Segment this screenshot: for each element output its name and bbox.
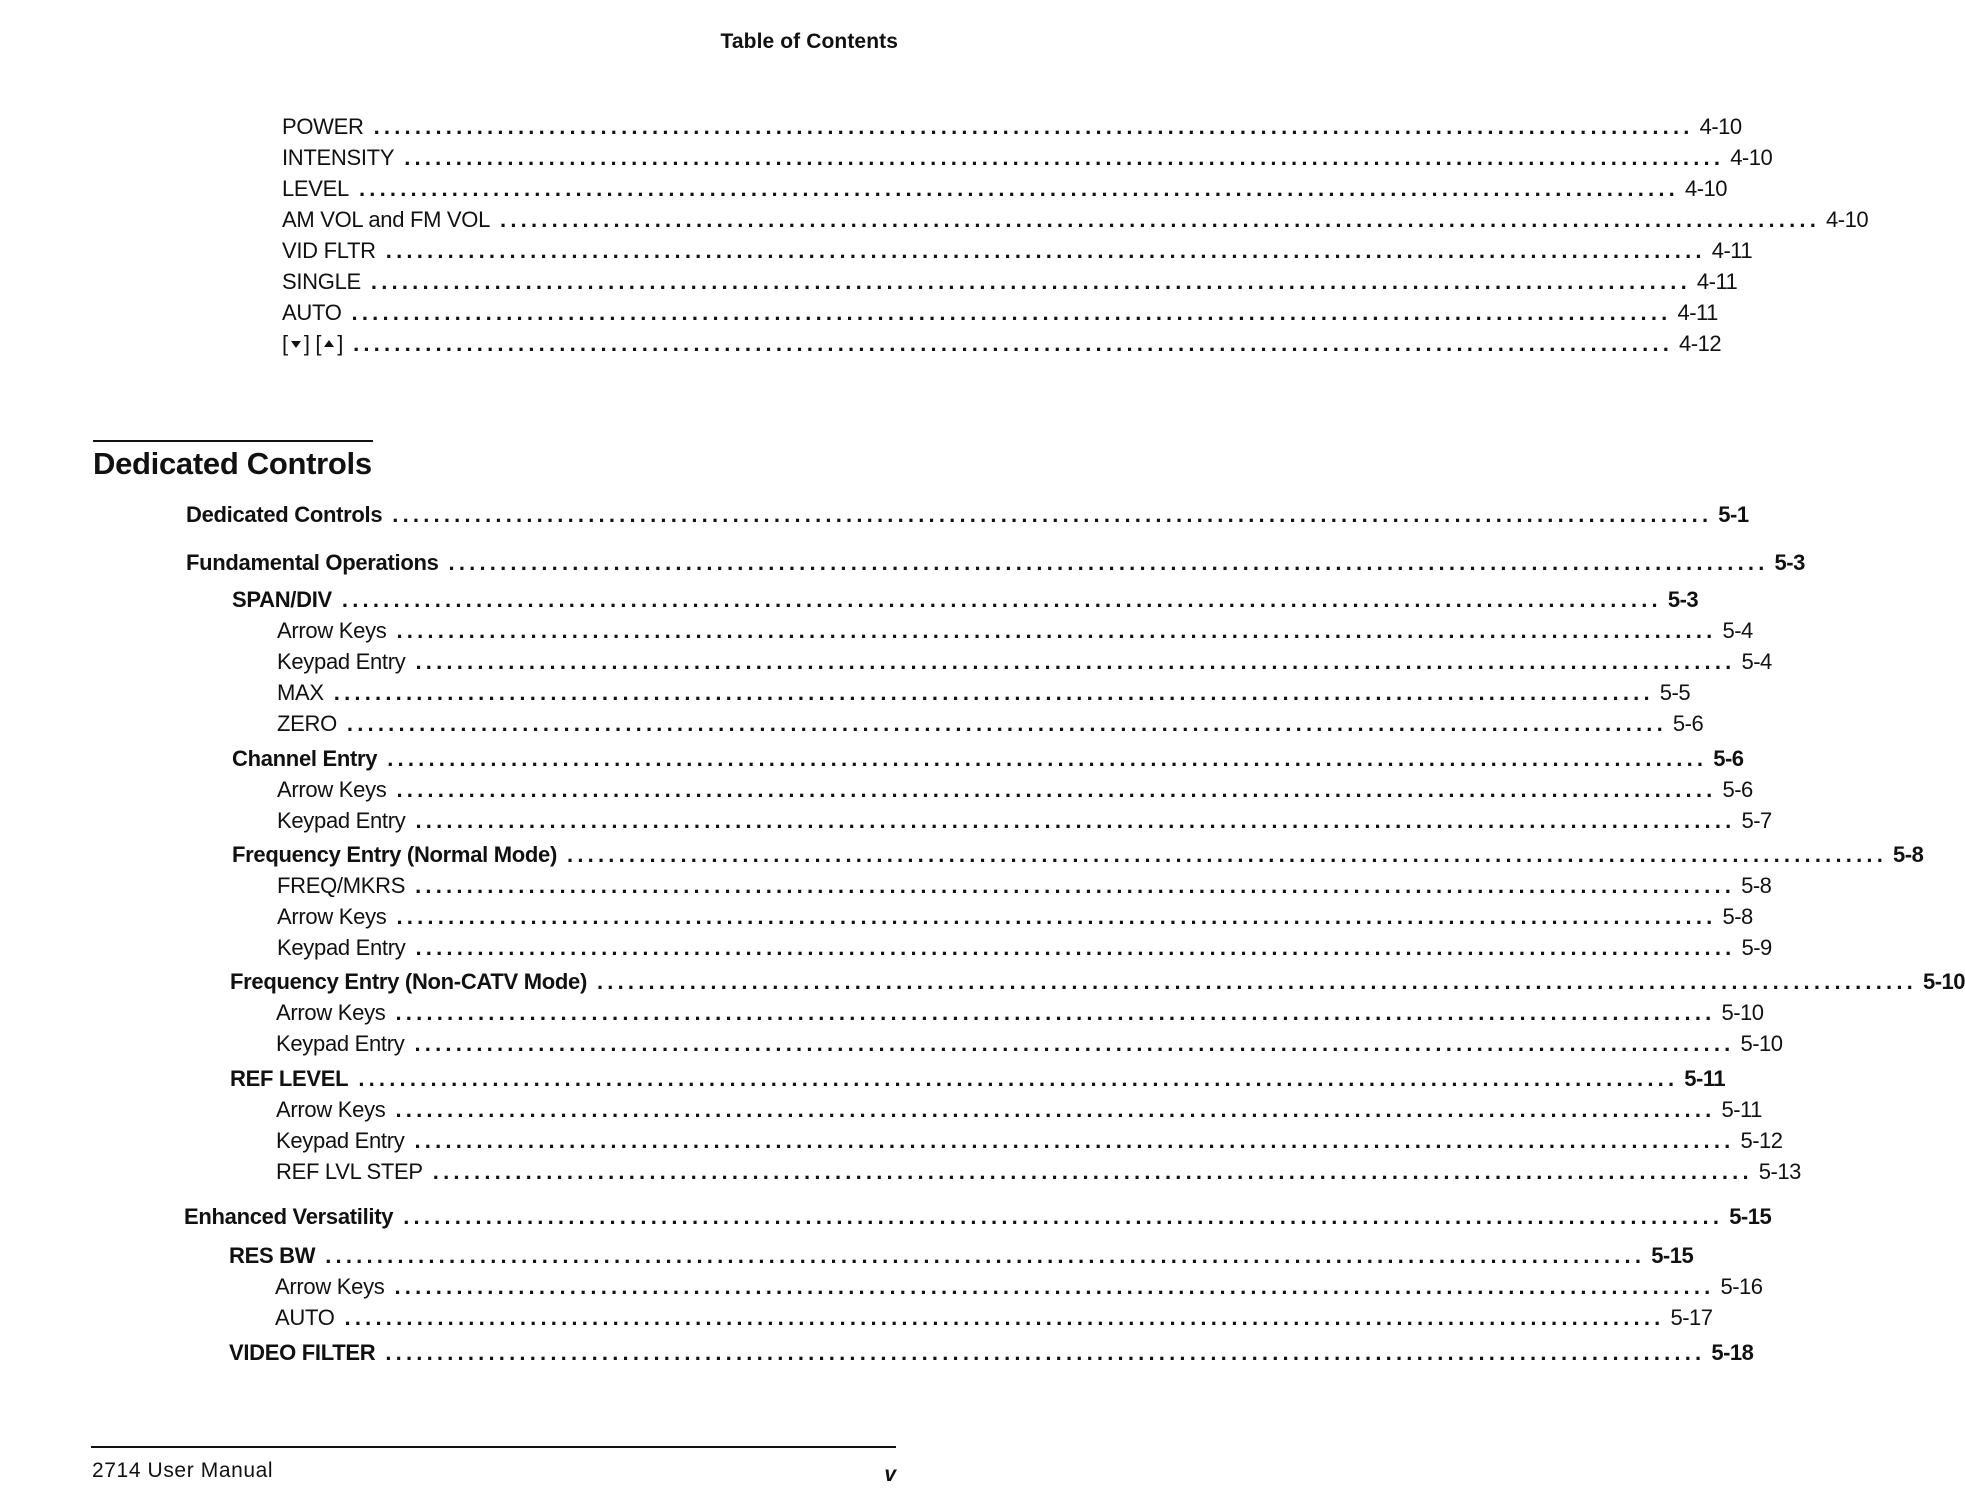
toc-entry[interactable]: [275, 1304, 1713, 1332]
toc-entry[interactable]: [277, 872, 1772, 900]
toc-entry-page: 5-10: [1740, 1031, 1783, 1056]
dot-leader: ................................................................................................................................: [394, 1274, 1715, 1299]
toc-entry-title: AM VOL and FM VOL: [282, 207, 491, 232]
toc-entry-title: [ ] [ ]: [282, 331, 344, 356]
toc-entry-page: 5-12: [1740, 1128, 1783, 1153]
dot-leader: ................................................................................................................................: [387, 746, 1708, 771]
toc-entry-title: MAX: [277, 680, 324, 705]
dot-leader: ................................................................................................................................: [351, 300, 1672, 325]
toc-entry[interactable]: [277, 934, 1772, 962]
toc-entry-page: 5-1: [1718, 502, 1749, 527]
toc-entry-page: 4-10: [1826, 207, 1869, 232]
toc-entry[interactable]: [276, 1127, 1783, 1155]
toc-entry-page: 4-12: [1679, 331, 1722, 356]
toc-entry[interactable]: [276, 999, 1764, 1027]
toc-entry-page: 5-5: [1659, 680, 1691, 705]
footer-page-number: v: [884, 1463, 896, 1486]
dot-leader: ................................................................................................................................: [415, 873, 1736, 898]
dot-leader: ................................................................................................................................: [415, 935, 1736, 960]
toc-entry-title: Keypad Entry: [276, 1031, 405, 1056]
toc-entry-page: 4-11: [1696, 269, 1738, 294]
toc-entry[interactable]: [276, 1158, 1801, 1186]
toc-entry-page: 4-10: [1699, 114, 1742, 139]
toc-entry[interactable]: [277, 807, 1772, 835]
toc-entry[interactable]: [275, 1273, 1763, 1301]
section-title: Dedicated Controls: [93, 446, 372, 481]
toc-entry[interactable]: [186, 501, 1749, 529]
toc-entry[interactable]: [282, 175, 1728, 203]
dot-leader: ................................................................................................................................: [359, 176, 1679, 201]
toc-entry-page: 4-10: [1730, 145, 1773, 170]
dot-leader: ................................................................................................................................: [596, 969, 1917, 994]
toc-entry[interactable]: [282, 144, 1773, 172]
dot-leader: ................................................................................................................................: [404, 145, 1725, 170]
dot-leader: ................................................................................................................................: [415, 649, 1736, 674]
toc-entry-title: Fundamental Operations: [186, 550, 439, 575]
toc-entry-page: 4-11: [1677, 300, 1718, 325]
toc-entry-page: 5-17: [1670, 1305, 1713, 1330]
dot-leader: ................................................................................................................................: [325, 1243, 1646, 1268]
toc-entry[interactable]: [232, 841, 1924, 869]
footer-manual-title: 2714 User Manual: [92, 1459, 274, 1482]
toc-entry-title: Arrow Keys: [277, 904, 387, 929]
dot-leader: ................................................................................................................................: [395, 1097, 1716, 1122]
toc-entry-page: 5-4: [1741, 649, 1772, 674]
dot-leader: ................................................................................................................................: [396, 904, 1717, 929]
toc-entry-title: REF LVL STEP: [276, 1159, 423, 1184]
toc-entry[interactable]: [277, 648, 1772, 676]
toc-entry-title: Keypad Entry: [277, 808, 406, 833]
toc-entry[interactable]: [229, 1242, 1694, 1270]
toc-entry-title: Channel Entry: [232, 746, 378, 771]
toc-entry-page: 5-16: [1720, 1274, 1763, 1299]
toc-entry-title: AUTO: [275, 1305, 335, 1330]
dot-leader: ................................................................................................................................: [395, 1000, 1716, 1025]
toc-entry[interactable]: [232, 586, 1699, 614]
up-arrow-icon: [323, 339, 335, 349]
toc-entry-title: Arrow Keys: [275, 1274, 385, 1299]
dot-leader: ................................................................................................................................: [385, 238, 1706, 263]
toc-entry[interactable]: [186, 549, 1805, 577]
toc-entry[interactable]: [277, 679, 1691, 707]
toc-entry-title: VIDEO FILTER: [229, 1340, 376, 1365]
toc-entry-page: 5-13: [1758, 1159, 1801, 1184]
dot-leader: ................................................................................................................................: [414, 1031, 1735, 1056]
dot-leader: ................................................................................................................................: [353, 331, 1674, 356]
toc-entry[interactable]: [230, 968, 1965, 996]
toc-entry[interactable]: [230, 1065, 1726, 1093]
toc-entry-page: 5-18: [1711, 1340, 1754, 1365]
toc-entry-page: 5-10: [1721, 1000, 1764, 1025]
toc-entry-title: Frequency Entry (Normal Mode): [232, 842, 558, 867]
toc-entry[interactable]: [276, 1096, 1762, 1124]
toc-entry[interactable]: [184, 1203, 1772, 1231]
toc-entry-title: Arrow Keys: [277, 618, 387, 643]
dot-leader: ................................................................................................................................: [500, 207, 1821, 232]
toc-entry-page: 5-9: [1741, 935, 1772, 960]
toc-entry-title: Keypad Entry: [277, 935, 406, 960]
toc-entry-page: 5-6: [1672, 711, 1704, 736]
toc-entry[interactable]: [277, 776, 1753, 804]
toc-entry-title: AUTO: [282, 300, 342, 325]
toc-entry-page: 5-4: [1722, 618, 1753, 643]
toc-entry-title: Keypad Entry: [276, 1128, 405, 1153]
toc-entry-title: Arrow Keys: [276, 1097, 386, 1122]
toc-entry[interactable]: [282, 268, 1738, 296]
toc-entry[interactable]: [282, 299, 1718, 327]
toc-entry-page: 5-6: [1722, 777, 1753, 802]
toc-entry[interactable]: [277, 617, 1753, 645]
toc-entry-page: 5-7: [1741, 808, 1772, 833]
toc-entry-title: ZERO: [277, 711, 337, 736]
toc-entry-title: FREQ/MKRS: [277, 873, 406, 898]
dot-leader: ................................................................................................................................: [415, 808, 1736, 833]
dot-leader: ................................................................................................................................: [341, 587, 1662, 612]
toc-entry-title: VID FLTR: [282, 238, 376, 263]
toc-entry-page: 4-10: [1684, 176, 1728, 201]
toc-entry[interactable]: [282, 330, 1722, 358]
toc-entry[interactable]: [282, 237, 1753, 265]
toc-entry-page: 5-15: [1729, 1204, 1772, 1229]
toc-entry[interactable]: [276, 1030, 1783, 1058]
toc-entry-title: Frequency Entry (Non-CATV Mode): [230, 969, 587, 994]
toc-entry-page: 5-8: [1893, 842, 1924, 867]
toc-entry[interactable]: [232, 745, 1744, 773]
dot-leader: ................................................................................................................................: [403, 1204, 1724, 1229]
section-rule: [93, 440, 373, 442]
toc-entry[interactable]: [282, 113, 1742, 141]
dot-leader: ................................................................................................................................: [448, 550, 1769, 575]
dot-leader: ................................................................................................................................: [333, 680, 1654, 705]
toc-entry-title: POWER: [282, 114, 364, 139]
toc-entry-title: SINGLE: [282, 269, 361, 294]
toc-entry-title: RES BW: [229, 1243, 316, 1268]
toc-entry-page: 5-3: [1667, 587, 1699, 612]
dot-leader: ................................................................................................................................: [344, 1305, 1665, 1330]
toc-entry[interactable]: [277, 903, 1753, 931]
toc-entry-page: 4-11: [1711, 238, 1753, 263]
toc-entry-page: 5-10: [1922, 969, 1965, 994]
dot-leader: ................................................................................................................................: [373, 114, 1694, 139]
dot-leader: ................................................................................................................................: [370, 269, 1691, 294]
dot-leader: ................................................................................................................................: [346, 711, 1667, 736]
dot-leader: ................................................................................................................................: [396, 618, 1717, 643]
toc-entry-page: 5-8: [1741, 873, 1772, 898]
toc-entry-page: 5-15: [1651, 1243, 1694, 1268]
dot-leader: ................................................................................................................................: [385, 1340, 1706, 1365]
toc-entry[interactable]: [282, 206, 1869, 234]
toc-entry-page: 5-3: [1774, 550, 1805, 575]
toc-entry-title: SPAN/DIV: [232, 587, 332, 612]
toc-entry-title: Arrow Keys: [276, 1000, 386, 1025]
footer-rule: [91, 1446, 896, 1448]
toc-entry-title: LEVEL: [282, 176, 349, 201]
toc-entry-page: 5-8: [1722, 904, 1753, 929]
toc-entry[interactable]: [229, 1339, 1754, 1367]
dot-leader: ................................................................................................................................: [392, 502, 1713, 527]
toc-entry-title: Arrow Keys: [277, 777, 387, 802]
dot-leader: ................................................................................................................................: [396, 777, 1717, 802]
running-header: Table of Contents: [720, 30, 898, 53]
toc-entry[interactable]: [277, 710, 1704, 738]
dot-leader: ................................................................................................................................: [414, 1128, 1735, 1153]
toc-entry-title: Keypad Entry: [277, 649, 406, 674]
toc-entry-title: Enhanced Versatility: [184, 1204, 394, 1229]
dot-leader: ................................................................................................................................: [432, 1159, 1753, 1184]
toc-entry-title: INTENSITY: [282, 145, 395, 170]
down-arrow-icon: [290, 339, 302, 349]
dot-leader: ................................................................................................................................: [358, 1066, 1679, 1091]
dot-leader: ................................................................................................................................: [567, 842, 1888, 867]
toc-entry-page: 5-11: [1684, 1066, 1726, 1091]
toc-entry-page: 5-11: [1721, 1097, 1762, 1122]
toc-entry-title: Dedicated Controls: [186, 502, 383, 527]
toc-entry-title: REF LEVEL: [230, 1066, 349, 1091]
toc-entry-page: 5-6: [1713, 746, 1744, 771]
